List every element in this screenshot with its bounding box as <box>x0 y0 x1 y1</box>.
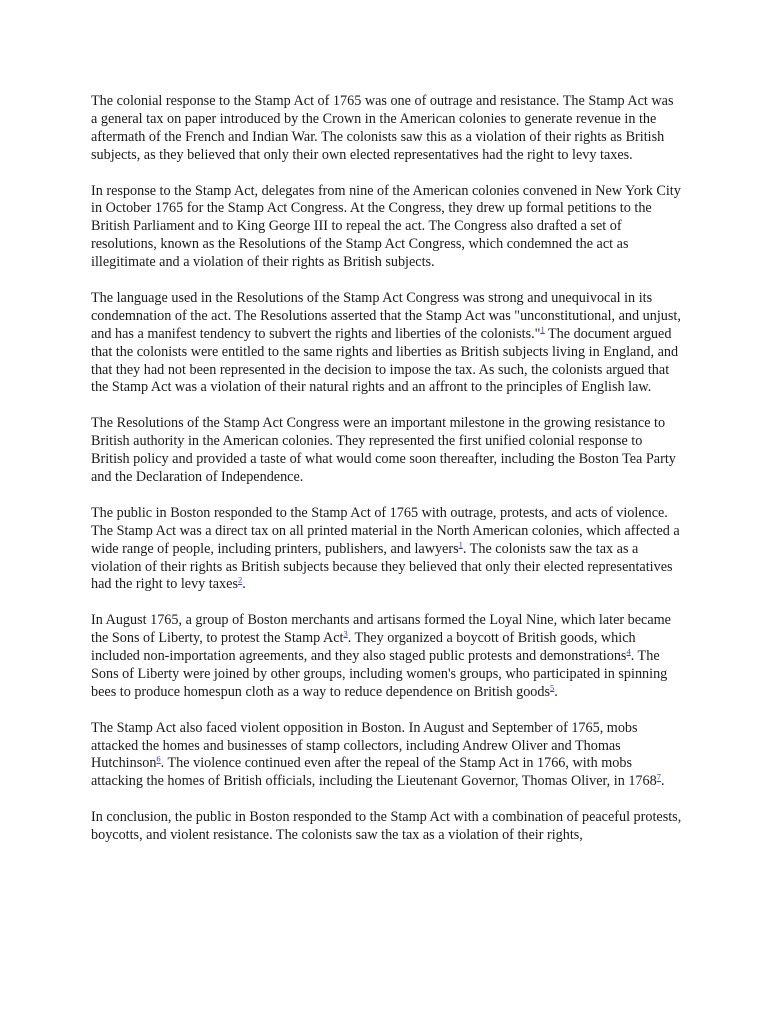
footnote-link[interactable]: 7 <box>656 771 661 782</box>
footnote-link[interactable]: 5 <box>550 682 555 693</box>
paragraph-text: The public in Boston responded to the Stamp Act of 1765 with outrage, protests, and acts of violence. The Stamp Act was a direct tax on all printed material in the North American colonies, which affected a wide range of people, including printers, publishers, and lawyers <box>91 504 680 557</box>
paragraph-text: The language used in the Resolutions of the Stamp Act Congress was strong and unequivocal in its condemnation of the act. The Resolutions asserted that the Stamp Act was "unconstitutional, and unjust, and has a manifest tendency to subvert the rights and liberties of the colonists." <box>91 289 681 342</box>
paragraph-text: . The violence continued even after the repeal of the Stamp Act in 1766, with mobs attacking the homes of British officials, including the Lieutenant Governor, Thomas Oliver, in 1768 <box>91 755 657 790</box>
paragraph <box>91 183 683 273</box>
paragraph-text: The Resolutions of the Stamp Act Congress were an important milestone in the growing resistance to British authority in the American colonies. They represented the first unified colonial response to British policy and provided a taste of what would come soon thereafter, including the Boston Tea Party and the Declaration of Independence. <box>91 415 676 485</box>
footnote-link[interactable]: 4 <box>626 646 631 657</box>
footnote-link[interactable]: 6 <box>156 753 161 764</box>
paragraph <box>91 612 683 702</box>
paragraph <box>91 290 683 397</box>
footnote-link[interactable]: 1 <box>540 324 545 335</box>
paragraph-text: . <box>554 683 558 700</box>
paragraph-text: In August 1765, a group of Boston merchants and artisans formed the Loyal Nine, which later became the Sons of Liberty, to protest the Stamp Act <box>91 612 671 647</box>
footnote-link[interactable]: 1 <box>458 538 463 549</box>
paragraph <box>91 415 683 487</box>
paragraph-text: . The Sons of Liberty were joined by other groups, including women's groups, who participated in spinning bees to produce homespun cloth as a way to reduce dependence on British goods <box>91 648 668 700</box>
paragraph <box>91 809 683 845</box>
document-body <box>91 93 683 863</box>
paragraph-text: In response to the Stamp Act, delegates from nine of the American colonies convened in New York City in October 1765 for the Stamp Act Congress. At the Congress, they drew up formal petitions to the British Parliament and to King George III to repeal the act. The Congress also drafted a set of resolutions, known as the Resolutions of the Stamp Act Congress, which condemned the act as illegitimate and a violation of their rights as British subjects. <box>91 182 681 271</box>
paragraph-text: The Stamp Act also faced violent opposition in Boston. In August and September of 1765, mobs attacked the homes and businesses of stamp collectors, including Andrew Oliver and Thomas Hutchinson <box>91 719 638 772</box>
paragraph-text: . <box>242 576 246 593</box>
footnote-link[interactable]: 3 <box>343 628 348 639</box>
paragraph-text: In conclusion, the public in Boston responded to the Stamp Act with a combination of peaceful protests, boycotts, and violent resistance. The colonists saw the tax as a violation of their rights, <box>91 809 682 844</box>
paragraph-text: The document argued that the colonists were entitled to the same rights and liberties as British subjects living in England, and that they had not been represented in the decision to impose the tax. As such, the colonists argued that the Stamp Act was a violation of their natural rights and an affront to the principles of English law. <box>91 325 679 396</box>
paragraph <box>91 720 683 792</box>
paragraph-text: . <box>660 773 665 790</box>
paragraph-text: . The colonists saw the tax as a violation of their rights as British subjects because they believed that only their elected representatives had the right to levy taxes <box>91 540 673 593</box>
footnote-link[interactable]: 2 <box>237 574 243 585</box>
paragraph <box>91 93 683 165</box>
paragraph-text: The colonial response to the Stamp Act of 1765 was one of outrage and resistance. The Stamp Act was a general tax on paper introduced by the Crown in the American colonies to generate revenue in the aftermath of the French and Indian War. The colonists saw this as a violation of their rights as British subjects, as they believed that only their own elected representatives had the right to levy taxes. <box>91 93 674 163</box>
paragraph <box>91 505 683 595</box>
paragraph-text: . They organized a boycott of British goods, which included non-importation agreements, and they also staged public protests and demonstrations <box>91 630 636 665</box>
